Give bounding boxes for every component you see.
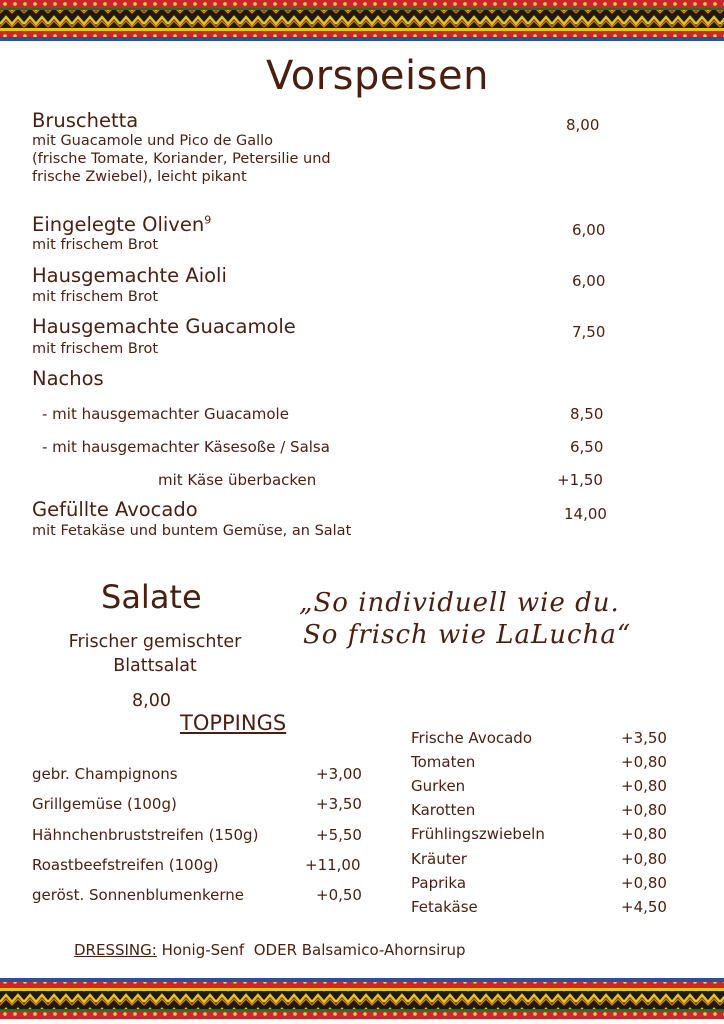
topping-label: Hähnchenbruststreifen (150g) bbox=[32, 826, 259, 844]
dressing-options: Honig-Senf ODER Balsamico-Ahornsirup bbox=[156, 941, 466, 959]
topping-label: Frische Avocado bbox=[411, 729, 533, 747]
dish-desc-line: mit Fetakäse und buntem Gemüse, an Salat bbox=[32, 523, 352, 539]
dressing-label: DRESSING: bbox=[74, 941, 157, 959]
topping-price: +0,80 bbox=[621, 850, 667, 868]
dish-price-oliven: 6,00 bbox=[572, 221, 606, 239]
nachos-option-price: +1,50 bbox=[557, 471, 603, 489]
decorative-border-bottom bbox=[0, 978, 724, 1024]
topping-price: +5,50 bbox=[316, 826, 362, 844]
dish-desc-line: mit Guacamole und Pico de Gallo bbox=[32, 133, 274, 149]
toppings-heading: TOPPINGS bbox=[180, 711, 287, 735]
topping-label: Roastbeefstreifen (100g) bbox=[32, 856, 219, 874]
nachos-option-price: 8,50 bbox=[570, 405, 604, 423]
salad-price: 8,00 bbox=[132, 691, 171, 711]
salad-name-line2: Blattsalat bbox=[113, 656, 197, 676]
dish-name-oliven bbox=[32, 213, 211, 236]
dish-price-guacamole: 7,50 bbox=[572, 323, 606, 341]
topping-price: +3,50 bbox=[316, 795, 362, 813]
topping-label: geröst. Sonnenblumenkerne bbox=[32, 886, 245, 904]
page-title: Vorspeisen bbox=[266, 53, 489, 99]
slogan-line1: „So individuell wie du. bbox=[299, 588, 620, 618]
topping-price: +0,80 bbox=[621, 753, 667, 771]
slogan-line2: So frisch wie LaLucha“ bbox=[303, 620, 632, 650]
dressing-line bbox=[74, 941, 466, 959]
dish-price-avocado: 14,00 bbox=[564, 505, 607, 523]
topping-label: Kräuter bbox=[411, 850, 467, 868]
nachos-option: mit Käse überbacken bbox=[158, 471, 317, 489]
salad-name-line1: Frischer gemischter bbox=[68, 632, 242, 652]
dish-name-nachos: Nachos bbox=[32, 367, 104, 390]
topping-label: Gurken bbox=[411, 777, 466, 795]
nachos-option: - mit hausgemachter Guacamole bbox=[42, 405, 289, 423]
dish-desc-line: (frische Tomate, Koriander, Petersilie und bbox=[32, 151, 331, 167]
dish-desc-line: mit frischem Brot bbox=[32, 237, 159, 253]
topping-label: Frühlingszwiebeln bbox=[411, 825, 545, 843]
nachos-option-price: 6,50 bbox=[570, 438, 604, 456]
dish-price-bruschetta: 8,00 bbox=[566, 116, 600, 134]
dish-name-guacamole: Hausgemachte Guacamole bbox=[32, 315, 296, 338]
nachos-option: - mit hausgemachter Käsesoße / Salsa bbox=[42, 438, 330, 456]
dish-desc-line: mit frischem Brot bbox=[32, 341, 159, 357]
dish-desc-line: frische Zwiebel), leicht pikant bbox=[32, 169, 247, 185]
topping-price: +0,80 bbox=[621, 801, 667, 819]
topping-price: +0,50 bbox=[316, 886, 362, 904]
topping-price: +11,00 bbox=[305, 856, 361, 874]
dish-name-avocado: Gefüllte Avocado bbox=[32, 498, 198, 521]
topping-label: Tomaten bbox=[411, 753, 476, 771]
topping-price: +0,80 bbox=[621, 777, 667, 795]
dish-name-bruschetta: Bruschetta bbox=[32, 109, 139, 132]
topping-label: Karotten bbox=[411, 801, 476, 819]
dish-name-aioli: Hausgemachte Aioli bbox=[32, 264, 227, 287]
topping-price: +3,00 bbox=[316, 765, 362, 783]
border-pattern bbox=[0, 0, 724, 46]
allergen-superscript: 9 bbox=[204, 213, 212, 227]
dish-name-text: Eingelegte Oliven bbox=[32, 213, 205, 236]
section-title-salate: Salate bbox=[101, 578, 202, 616]
topping-price: +3,50 bbox=[621, 729, 667, 747]
decorative-border-top bbox=[0, 0, 724, 46]
topping-label: Paprika bbox=[411, 874, 467, 892]
border-pattern bbox=[0, 978, 724, 1024]
topping-label: gebr. Champignons bbox=[32, 765, 178, 783]
topping-label: Grillgemüse (100g) bbox=[32, 795, 177, 813]
dish-desc-line: mit frischem Brot bbox=[32, 289, 159, 305]
topping-price: +4,50 bbox=[621, 898, 667, 916]
topping-price: +0,80 bbox=[621, 874, 667, 892]
topping-price: +0,80 bbox=[621, 825, 667, 843]
topping-label: Fetakäse bbox=[411, 898, 478, 916]
dish-price-aioli: 6,00 bbox=[572, 272, 606, 290]
